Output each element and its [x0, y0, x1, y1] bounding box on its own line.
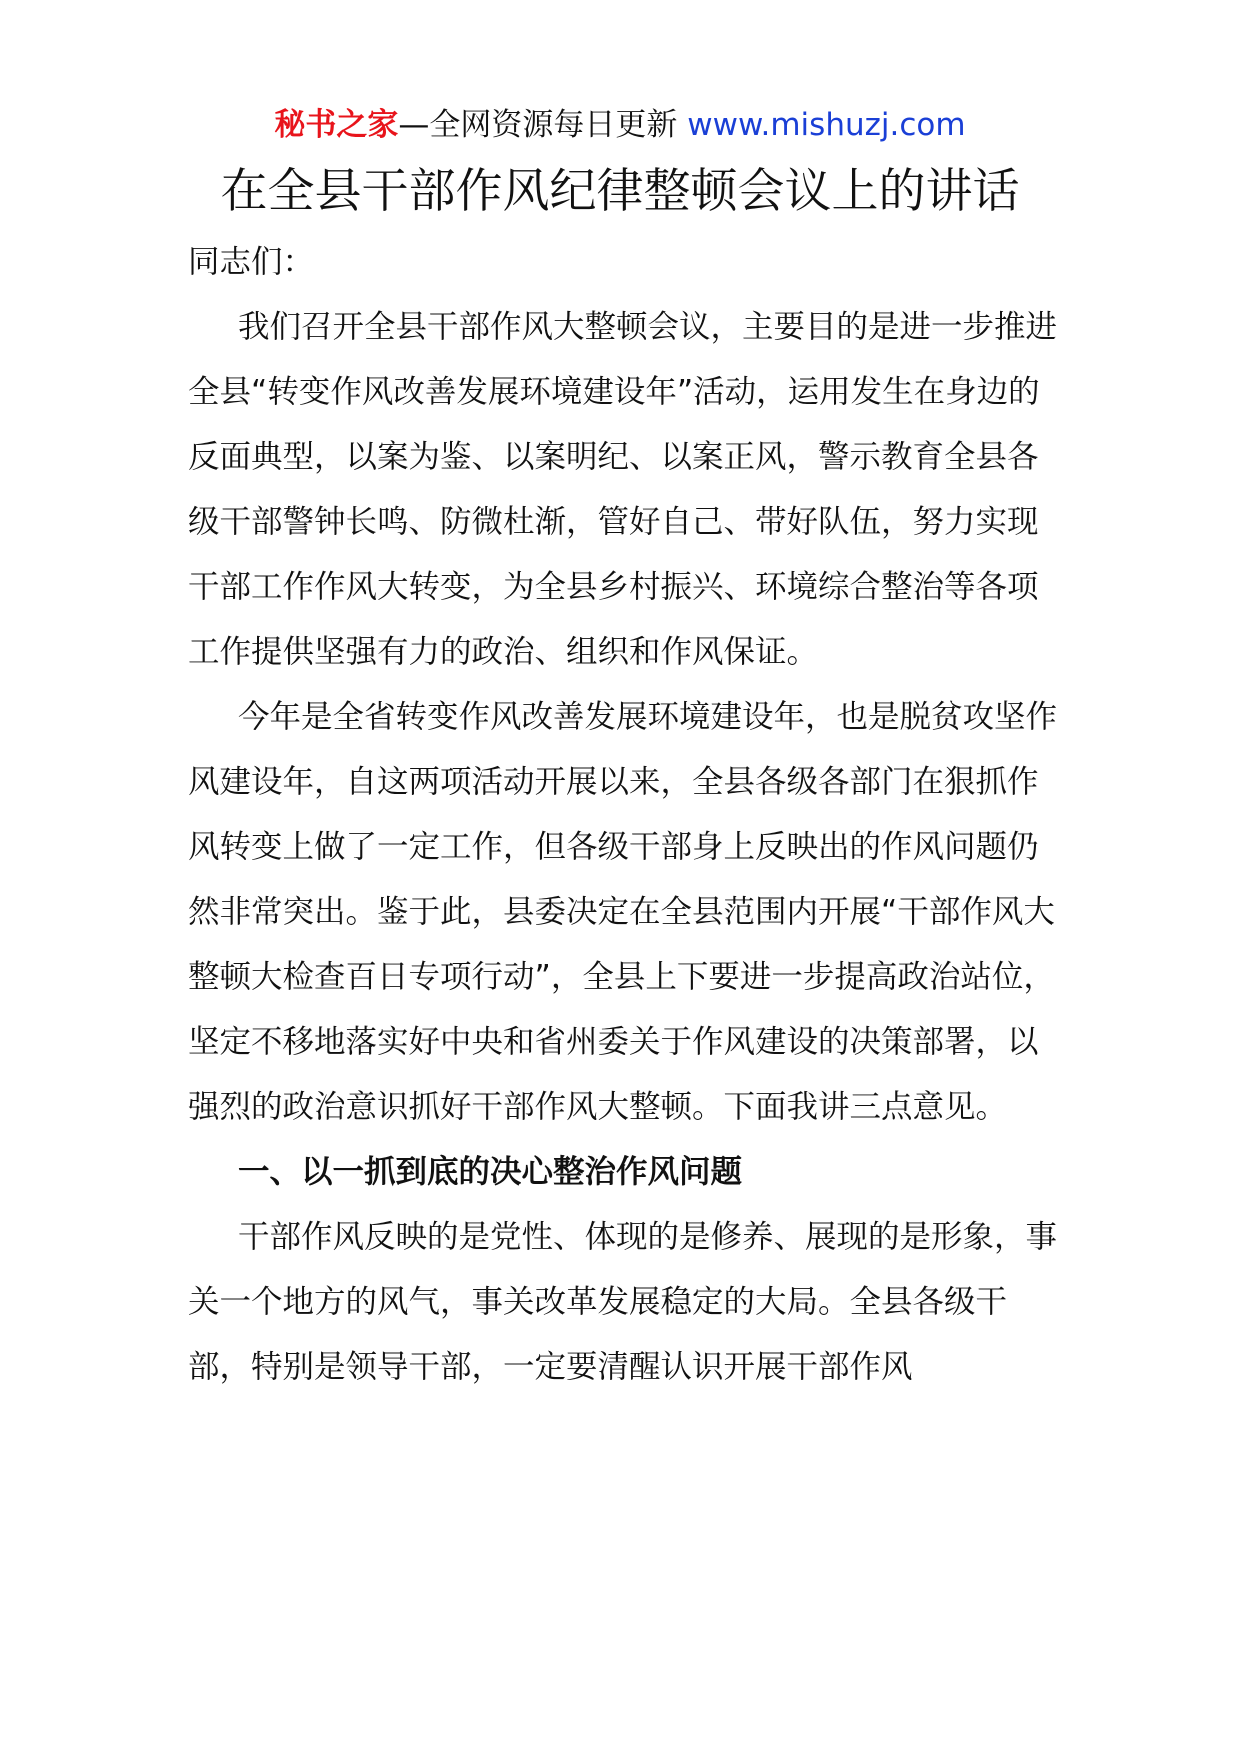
- paragraph-1: 我们召开全县干部作风大整顿会议，主要目的是进一步推进全县“转变作风改善发展环境建设年”活动，运用发生在身边的反面典型，以案为鉴、以案明纪、以案正风，警示教育全县各级干部警钟长鸣、防微杜渐，管好自己、带好队伍，努力实现干部工作作风大转变，为全县乡村振兴、环境综合整治等各项工作提供坚强有力的政治、组织和作风保证。: [188, 309, 1058, 670]
- salutation: 同志们：: [188, 244, 315, 280]
- section-1-paragraph: 干部作风反映的是党性、体现的是修养、展现的是形象，事关一个地方的风气，事关改革发展稳定的大局。全县各级干部，特别是领导干部，一定要清醒认识开展干部作风: [188, 1219, 1058, 1385]
- site-url-link[interactable]: www.mishuzj.com: [687, 107, 966, 143]
- paragraph-2: 今年是全省转变作风改善发展环境建设年，也是脱贫攻坚作风建设年，自这两项活动开展以来，全县各级各部门在狠抓作风转变上做了一定工作，但各级干部身上反映出的作风问题仍然非常突出。鉴于此，县委决定在全县范围内开展“干部作风大整顿大检查百日专项行动”，全县上下要进一步提高政治站位，坚定不移地落实好中央和省州委关于作风建设的决策部署，以强烈的政治意识抓好干部作风大整顿。下面我讲三点意见。: [188, 699, 1058, 1125]
- section-heading-1: 一、以一抓到底的决心整治作风问题: [238, 1154, 743, 1190]
- document-title: 在全县干部作风纪律整顿会议上的讲话: [220, 164, 1020, 219]
- site-header: [0, 100, 1240, 150]
- document-body: [188, 230, 1058, 1400]
- header-tagline: —全网资源每日更新: [398, 107, 688, 143]
- brand-name: 秘书之家: [274, 107, 399, 143]
